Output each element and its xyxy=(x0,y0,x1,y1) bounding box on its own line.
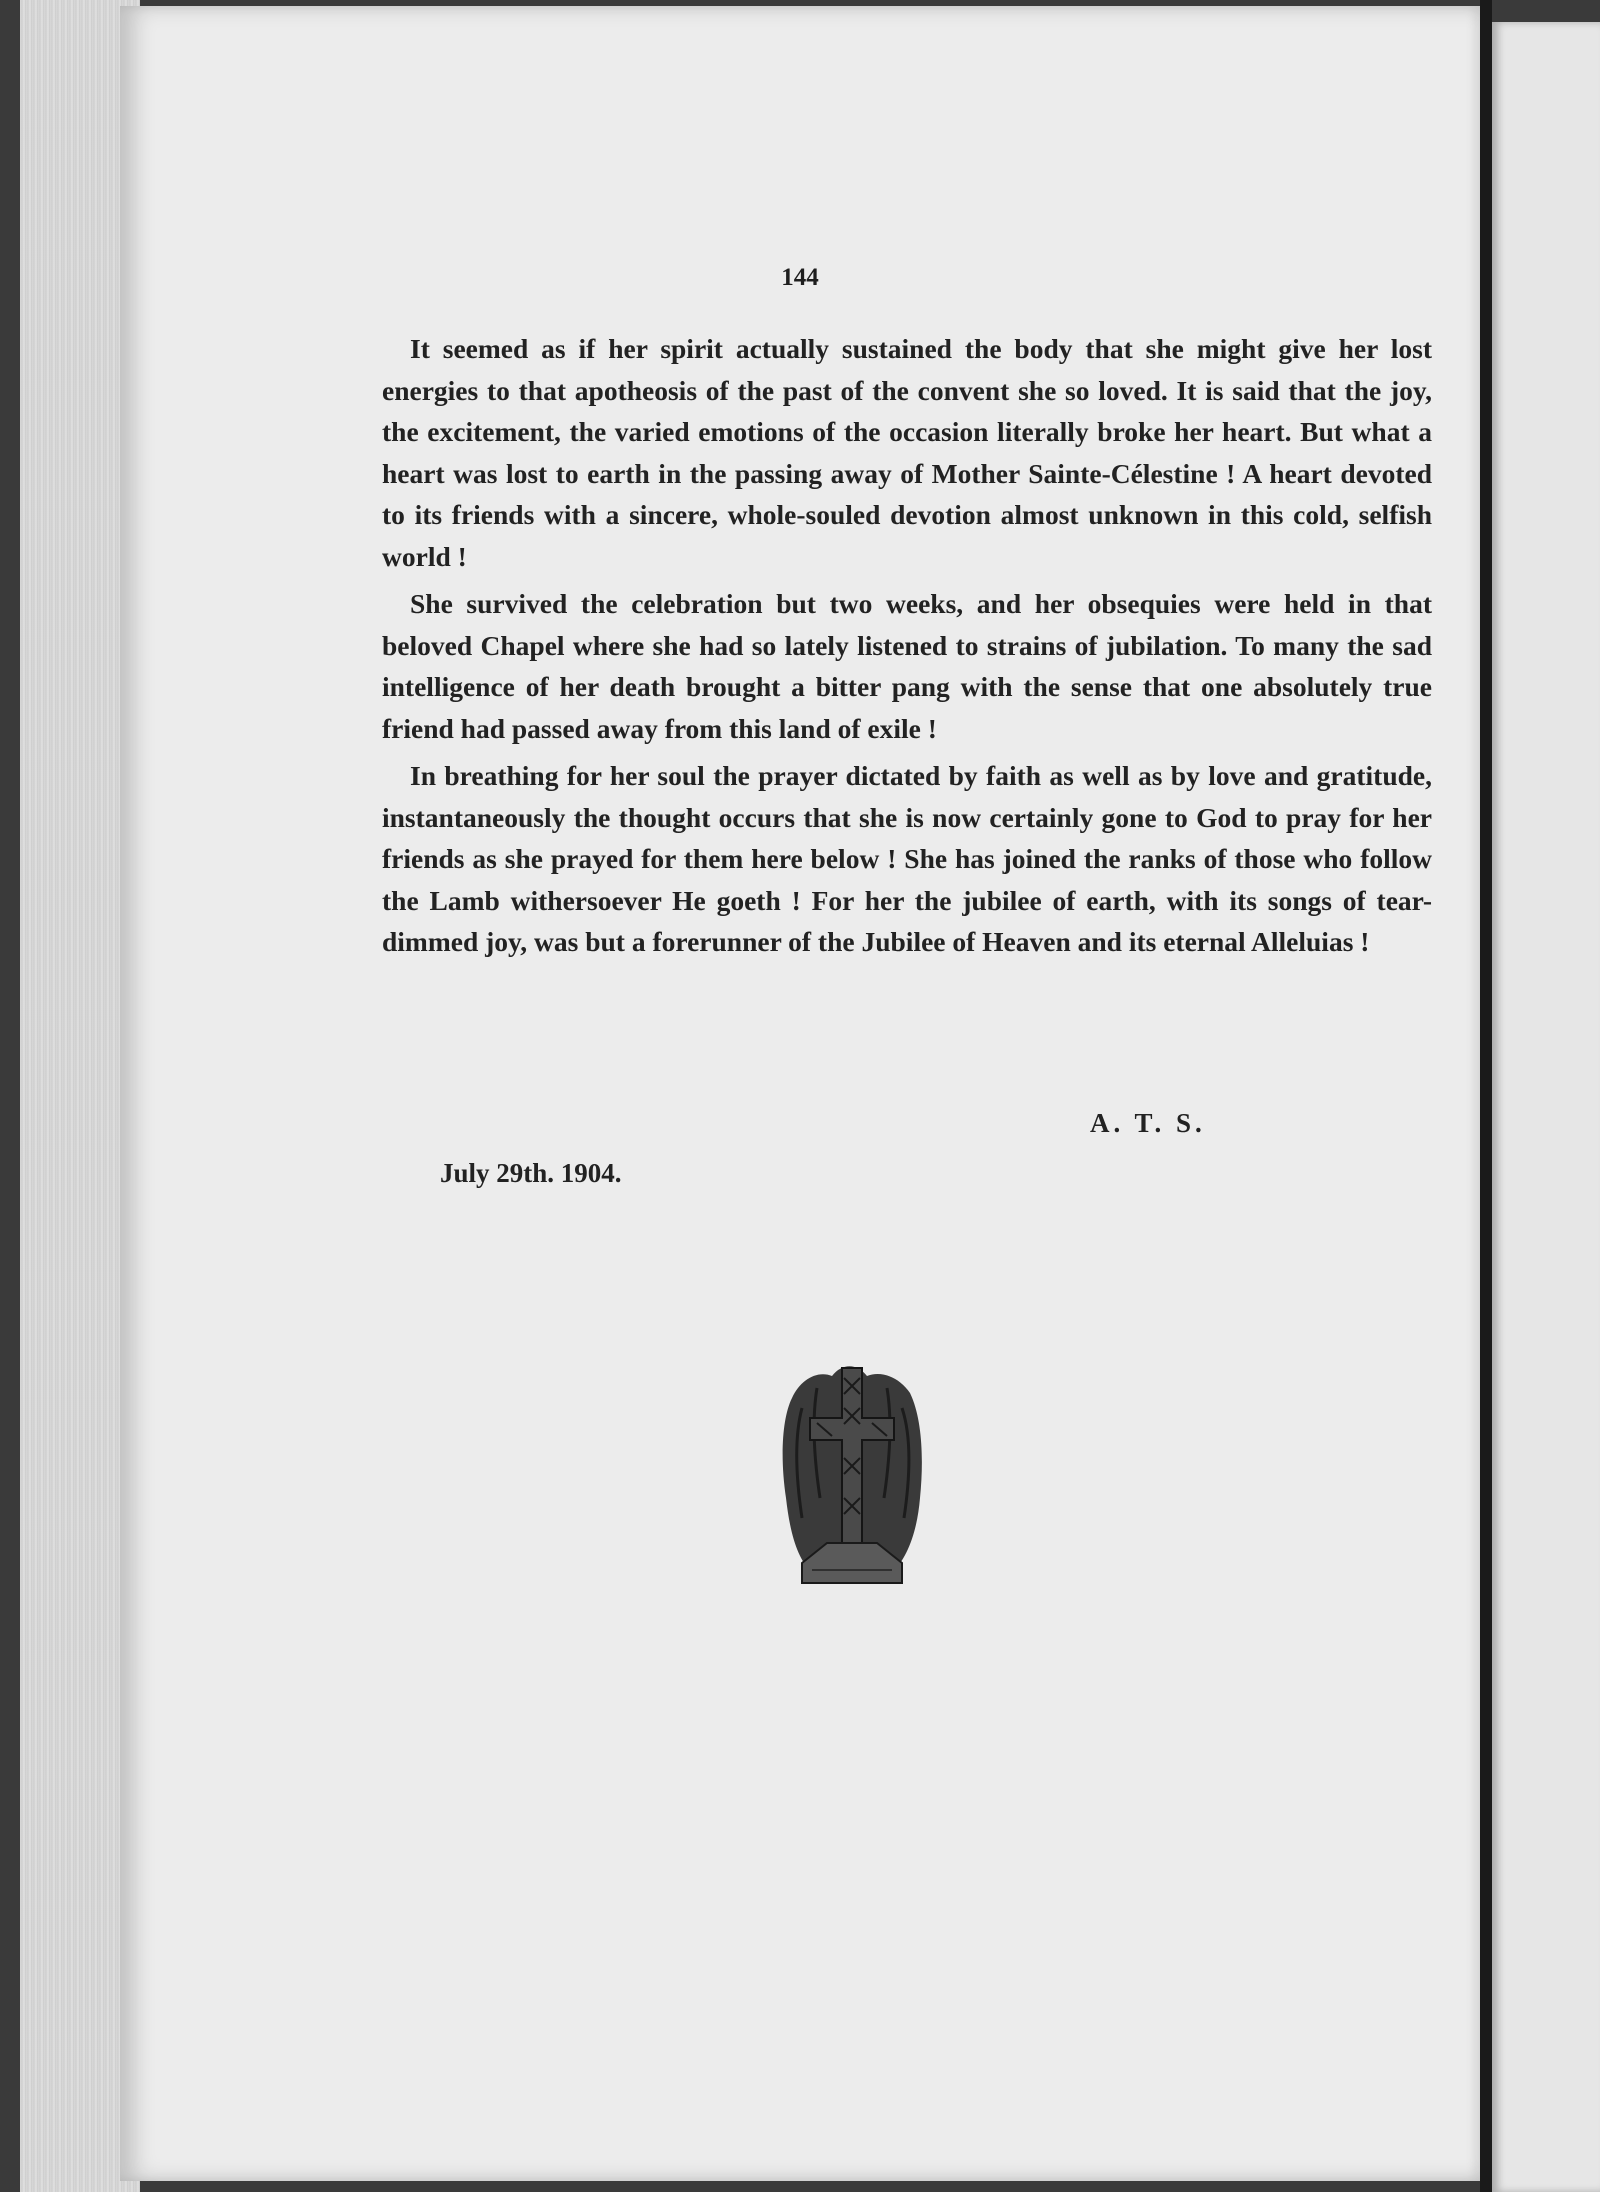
next-page-edge xyxy=(1492,22,1600,2192)
book-page xyxy=(120,6,1480,2181)
paragraph-3: In breathing for her soul the prayer dictated by faith as well as by love and gratitude, instantaneously the thought occurs that she is now certainly gone to God to pray for her friends as she prayed for them here below ! She has joined the ranks of those who follow the Lamb withersoever He goeth ! For her the jubilee of earth, with its songs of tear-dimmed joy, was but a forerunner of the Jubilee of Heaven and its eternal Alleluias ! xyxy=(382,760,1432,957)
page-number: 144 xyxy=(781,264,819,291)
date-line: July 29th. 1904. xyxy=(440,1158,622,1188)
page-gutter xyxy=(1480,0,1492,2192)
author-initials: A. T. S. xyxy=(1090,1108,1206,1138)
body-text xyxy=(382,328,1432,969)
cross-vignette-icon xyxy=(772,1358,932,1598)
paragraph-2: She survived the celebration but two weeks, and her obsequies were held in that beloved Chapel where she had so lately listened to strains of jubilation. To many the sad intelligence of her death brought a bitter pang with the sense that one absolutely true friend had passed away from this land of exile ! xyxy=(382,588,1432,744)
paragraph-1: It seemed as if her spirit actually sustained the body that she might give her lost energies to that apotheosis of the past of the convent she so loved. It is said that the joy, the excitement, the varied emotions of the occasion literally broke her heart. But what a heart was lost to earth in the passing away of Mother Sainte-Célestine ! A heart devoted to its friends with a sincere, whole-souled devotion almost unknown in this cold, selfish world ! xyxy=(382,333,1432,572)
